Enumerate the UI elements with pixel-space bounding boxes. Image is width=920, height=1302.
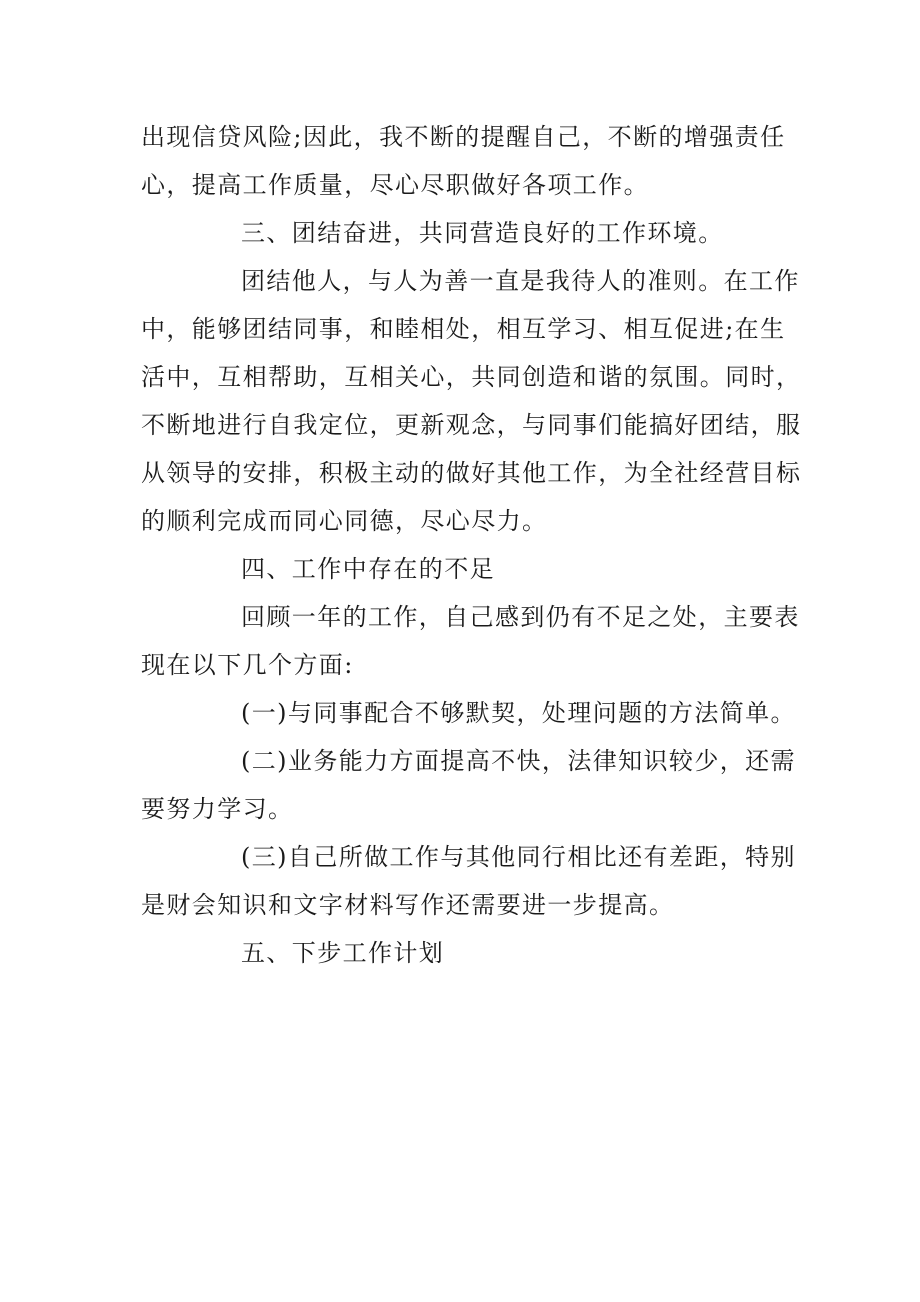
text-line: 心，提高工作质量，尽心尽职做好各项工作。 <box>141 171 649 199</box>
text-line: 团结他人，与人为善一直是我待人的准则。在工作 <box>241 267 800 295</box>
text-line: 五、下步工作计划 <box>241 939 445 967</box>
text-line: 的顺利完成而同心同德，尽心尽力。 <box>141 507 548 535</box>
text-line: 回顾一年的工作，自己感到仍有不足之处，主要表 <box>241 603 800 631</box>
section-heading-four <box>141 545 781 593</box>
text-line: 要努力学习。 <box>141 795 294 823</box>
text-line: (三)自己所做工作与其他同行相比还有差距，特别 <box>241 843 796 871</box>
text-line: 中，能够团结同事，和睦相处，相互学习、相互促进;在生 <box>141 315 786 343</box>
text-line: 活中，互相帮助，互相关心，共同创造和谐的氛围。同时， <box>141 363 802 391</box>
risk-paragraph <box>141 113 786 209</box>
text-line: (一)与同事配合不够默契，处理问题的方法简单。 <box>241 699 796 727</box>
review-paragraph <box>141 593 800 689</box>
document-body <box>141 113 802 977</box>
shortcoming-item-three <box>141 833 796 929</box>
text-line: 四、工作中存在的不足 <box>241 555 495 583</box>
unity-paragraph <box>141 257 802 545</box>
shortcoming-item-one <box>141 689 796 737</box>
text-line: 出现信贷风险;因此，我不断的提醒自己，不断的增强责任 <box>141 123 786 151</box>
section-heading-five <box>141 929 781 977</box>
shortcoming-item-two <box>141 737 796 833</box>
text-line: 现在以下几个方面: <box>141 651 354 679</box>
text-line: 三、团结奋进，共同营造良好的工作环境。 <box>241 219 724 247</box>
section-heading-three <box>141 209 781 257</box>
text-line: (二)业务能力方面提高不快，法律知识较少，还需 <box>241 747 796 775</box>
text-line: 是财会知识和文字材料写作还需要进一步提高。 <box>141 891 675 919</box>
text-line: 从领导的安排，积极主动的做好其他工作，为全社经营目标 <box>141 459 802 487</box>
text-line: 不断地进行自我定位，更新观念，与同事们能搞好团结，服 <box>141 411 802 439</box>
